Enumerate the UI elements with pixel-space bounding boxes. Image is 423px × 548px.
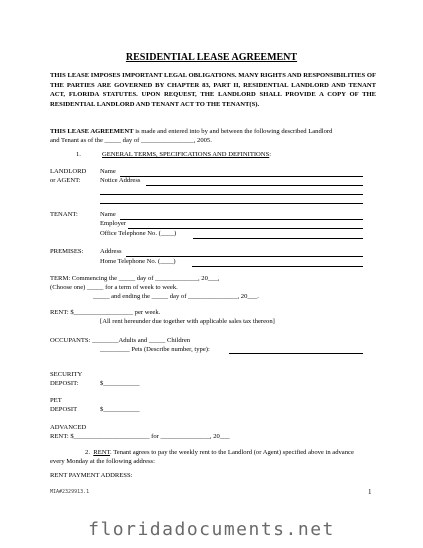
security-deposit-label: DEPOSIT: — [50, 380, 79, 387]
term-line-3: _____ and ending the _____ day of _______________, 20___. — [93, 293, 259, 300]
pets-line: _________ Pets (Describe number, type): — [100, 346, 210, 353]
watermark: floridadocuments.net — [88, 519, 335, 540]
pets-description-line[interactable] — [229, 353, 363, 354]
intro-paragraph — [50, 127, 376, 145]
tenant-phone-label: Office Telephone No. (____) — [100, 230, 177, 237]
landlord-address-line-2[interactable] — [100, 194, 363, 195]
pet-label: PET — [50, 397, 62, 404]
rent-line: RENT: $__________________ per week. — [50, 309, 161, 316]
document-title: RESIDENTIAL LEASE AGREEMENT — [125, 52, 298, 63]
pet-deposit-label: DEPOSIT — [50, 406, 78, 413]
landlord-address-line[interactable] — [146, 185, 363, 186]
document-code: MIA#2329913.1 — [50, 489, 90, 495]
section2-heading: RENT — [93, 449, 111, 456]
landlord-name-line[interactable] — [120, 176, 363, 177]
tenant-phone-line[interactable] — [193, 238, 363, 239]
section1-colon: : — [269, 151, 272, 158]
rent-tax-note: [All rent hereunder due together with applicable sales tax thereon] — [100, 318, 275, 325]
landlord-name-label: Name — [100, 168, 116, 175]
tenant-name-label: Name — [100, 211, 116, 218]
section2-text-2: every Monday at the following address: — [50, 458, 155, 465]
rent-payment-address-label: RENT PAYMENT ADDRESS: — [50, 472, 133, 479]
landlord-address-label: Notice Address — [100, 177, 141, 184]
security-label: SECURITY — [50, 371, 83, 378]
premises-phone-label: Home Telephone No. (____) — [100, 258, 176, 265]
legal-warning: THIS LEASE IMPOSES IMPORTANT LEGAL OBLIGATIONS. MANY RIGHTS AND RESPONSIBILITIES OF THE PARTIES ARE GOVERNED BY CHAPTER 83, PART II, RESIDENTIAL LANDLORD AND TENANT ACT, FLORIDA STATUTES. UPON REQUEST, THE LANDLORD SHALL PROVIDE A COPY OF THE RESIDENTIAL LANDLORD AND TENANT ACT TO THE TENANT(S). — [50, 72, 376, 108]
landlord-label-agent: or AGENT: — [50, 177, 81, 184]
section1-heading-text: GENERAL TERMS, SPECIFICATIONS AND DEFINITIONS — [102, 151, 270, 158]
section2-number: 2. — [85, 449, 90, 456]
premises-address-label: Address — [100, 248, 122, 255]
tenant-employer-label: Employer — [100, 220, 127, 227]
premises-address-line[interactable] — [126, 256, 363, 257]
landlord-address-line-3[interactable] — [100, 203, 363, 204]
advanced-label: ADVANCED — [50, 424, 87, 431]
section1-heading — [102, 151, 271, 159]
term-line-1: TERM: Commencing the _____ day of _____________, 20___, — [50, 275, 220, 282]
intro-bold: THIS LEASE AGREEMENT — [50, 128, 134, 135]
tenant-label: TENANT: — [50, 211, 78, 218]
tenant-name-line[interactable] — [120, 219, 363, 220]
pet-deposit-value: $___________ — [100, 406, 140, 413]
section1-number: 1. — [76, 151, 81, 158]
term-line-2: (Choose one) _____ for a term of week to week. — [50, 284, 178, 291]
advanced-rent-line: RENT: $_______________________ for _______________, 20___ — [50, 433, 230, 440]
intro-line2: and Tenant as of the _____ day of ________________, 2005. — [50, 137, 212, 144]
tenant-employer-line[interactable] — [128, 228, 363, 229]
premises-phone-line[interactable] — [192, 266, 363, 267]
section2-paragraph — [50, 448, 376, 466]
premises-label: PREMISES: — [50, 248, 84, 255]
occupants-line: OCCUPANTS: ________Adults and _____ Children — [50, 337, 191, 344]
landlord-label: LANDLORD — [50, 168, 87, 175]
page-number: 1 — [368, 488, 372, 496]
intro-line1: is made and entered into by and between the following described Landlord — [133, 128, 333, 135]
section2-text-1: . Tenant agrees to pay the weekly rent to the Landlord (or Agent) specified above in advance — [110, 449, 354, 456]
security-deposit-value: $___________ — [100, 380, 140, 387]
